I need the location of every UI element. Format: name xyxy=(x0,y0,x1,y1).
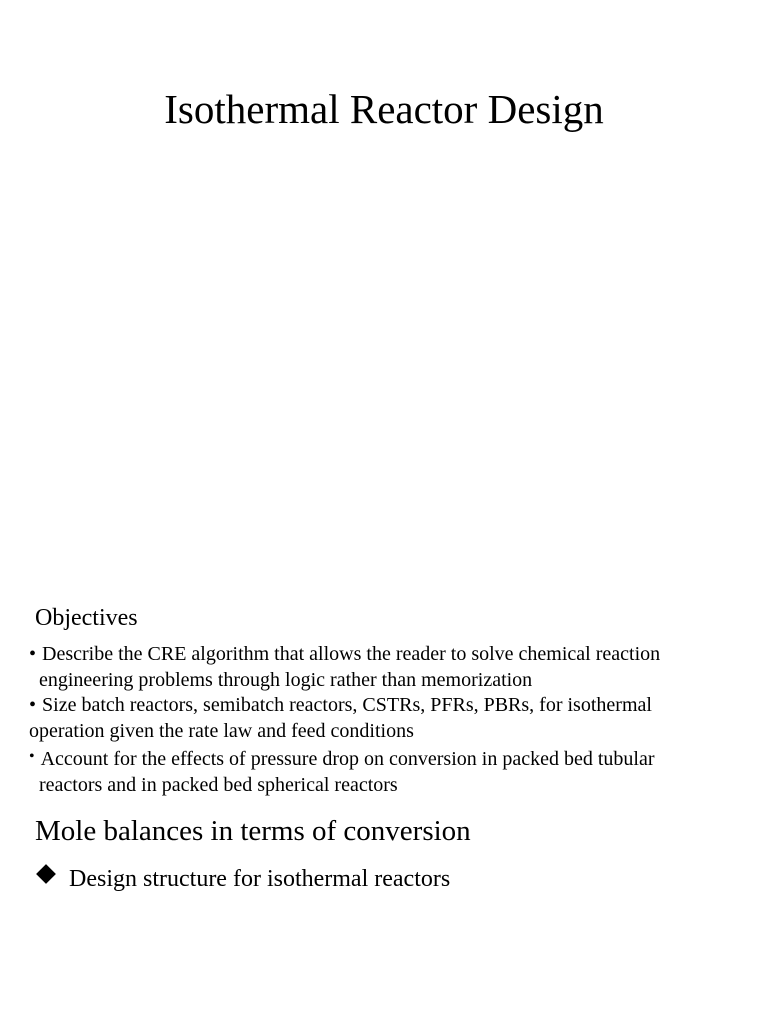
objective-text: Account for the effects of pressure drop on conversion in packed bed tubular xyxy=(40,748,655,770)
objectives-heading: Objectives xyxy=(35,605,138,631)
page-title: Isothermal Reactor Design xyxy=(164,86,604,132)
objective-text: Size batch reactors, semibatch reactors, CSTRs, PFRs, PBRs, for isothermal xyxy=(42,694,652,716)
bullet-icon: • xyxy=(29,694,37,716)
objectives-list xyxy=(29,642,729,798)
bullet-icon: • xyxy=(29,748,35,765)
objective-text-continued: reactors and in packed bed spherical reactors xyxy=(39,773,398,796)
objective-text: Describe the CRE algorithm that allows the reader to solve chemical reaction xyxy=(42,643,661,665)
objective-item xyxy=(29,642,729,693)
diamond-bullet-icon xyxy=(36,864,56,884)
objective-text-continued: engineering problems through logic rather than memorization xyxy=(39,668,533,691)
bullet-icon: • xyxy=(29,643,37,665)
section-heading: Mole balances in terms of conversion xyxy=(35,815,471,847)
design-structure-item xyxy=(35,862,450,896)
design-structure-text: Design structure for isothermal reactors xyxy=(69,866,451,892)
objective-item xyxy=(29,744,729,798)
objective-item xyxy=(29,693,729,744)
objective-text-continued: operation given the rate law and feed conditions xyxy=(29,719,414,742)
